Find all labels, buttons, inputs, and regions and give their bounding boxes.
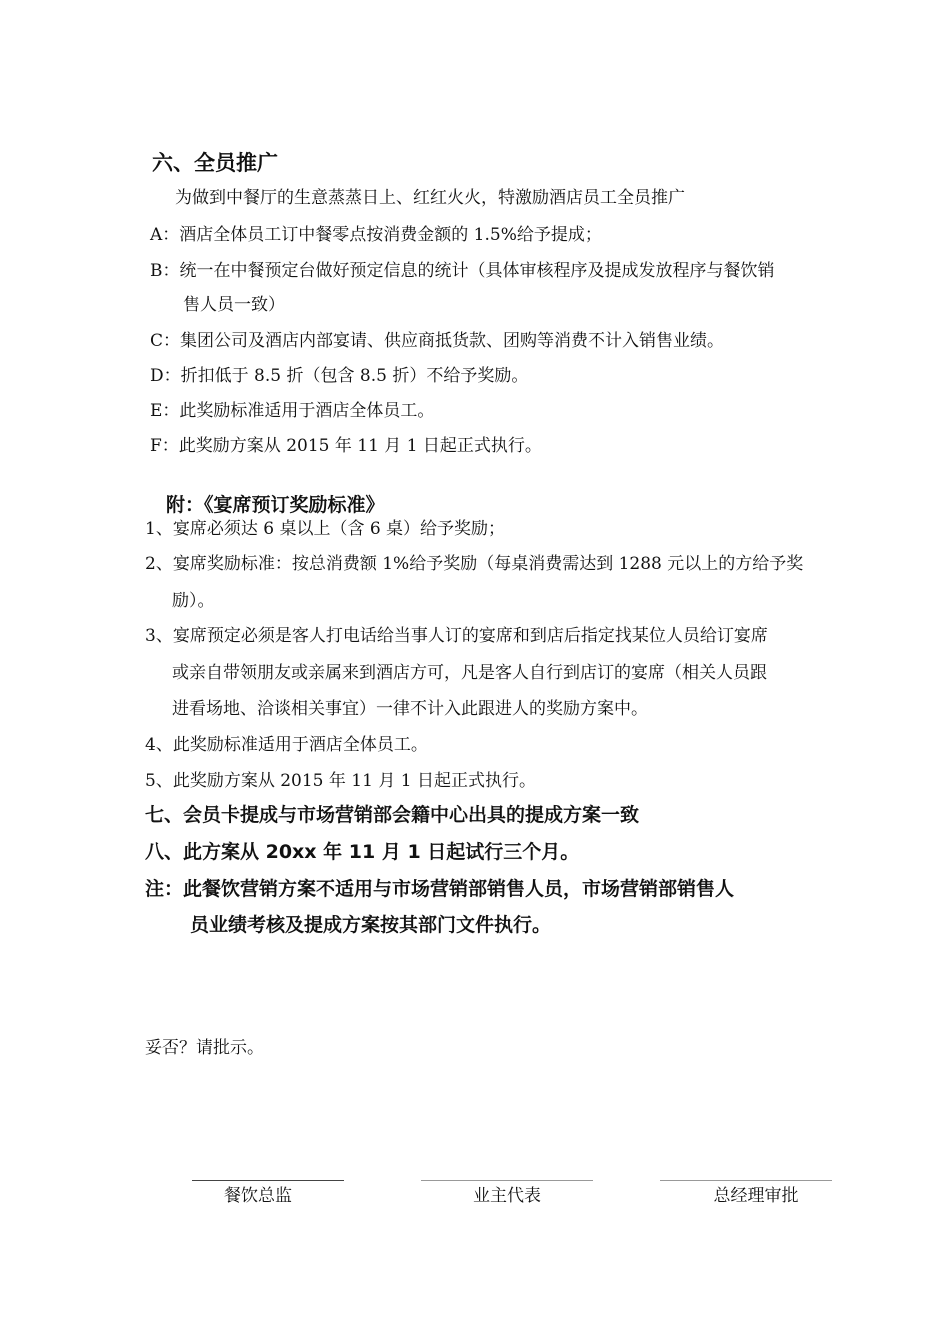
signature-label-general-manager: 总经理审批 bbox=[713, 1186, 799, 1206]
signature-label-owner-representative: 业主代表 bbox=[473, 1186, 541, 1206]
section-6-heading: 六、全员推广 bbox=[152, 151, 278, 175]
signature-label-dining-director: 餐饮总监 bbox=[224, 1186, 292, 1206]
approval-request: 妥否？请批示。 bbox=[145, 1038, 264, 1058]
note-line-1: 注：此餐饮营销方案不适用与市场营销部销售人员，市场营销部销售人 bbox=[145, 878, 735, 900]
list-item: 5、此奖励方案从 2015 年 11 月 1 日起正式执行。 bbox=[145, 771, 536, 791]
list-item: B：统一在中餐预定台做好预定信息的统计（具体审核程序及提成发放程序与餐饮销 bbox=[150, 261, 775, 281]
list-item: 1、宴席必须达 6 桌以上（含 6 桌）给予奖励； bbox=[145, 519, 506, 539]
list-item: 2、宴席奖励标准：按总消费额 1%给予奖励（每桌消费需达到 1288 元以上的方给予奖 bbox=[145, 554, 804, 574]
section-7: 七、会员卡提成与市场营销部会籍中心出具的提成方案一致 bbox=[145, 804, 640, 826]
list-item: 售人员一致） bbox=[183, 295, 285, 315]
signature-line-general-manager bbox=[660, 1180, 832, 1181]
note-line-2: 员业绩考核及提成方案按其部门文件执行。 bbox=[190, 914, 552, 936]
list-item: F：此奖励方案从 2015 年 11 月 1 日起正式执行。 bbox=[150, 436, 542, 456]
list-item: 3、宴席预定必须是客人打电话给当事人订的宴席和到店后指定找某位人员给订宴席 bbox=[145, 626, 768, 646]
list-item: C：集团公司及酒店内部宴请、供应商抵货款、团购等消费不计入销售业绩。 bbox=[150, 331, 725, 351]
list-item: D：折扣低于 8.5 折（包含 8.5 折）不给予奖励。 bbox=[150, 366, 529, 386]
section-6-intro: 为做到中餐厅的生意蒸蒸日上、红红火火，特激励酒店员工全员推广 bbox=[175, 188, 685, 208]
list-item: 励）。 bbox=[172, 591, 215, 611]
signature-line-dining-director bbox=[192, 1180, 344, 1181]
appendix-heading: 附：《宴席预订奖励标准》 bbox=[166, 494, 385, 516]
list-item: E：此奖励标准适用于酒店全体员工。 bbox=[150, 401, 435, 421]
list-item: 4、此奖励标准适用于酒店全体员工。 bbox=[145, 735, 428, 755]
list-item: 或亲自带领朋友或亲属来到酒店方可，凡是客人自行到店订的宴席（相关人员跟 bbox=[172, 663, 767, 683]
list-item: 进看场地、洽谈相关事宜）一律不计入此跟进人的奖励方案中。 bbox=[172, 699, 648, 719]
list-item: A：酒店全体员工订中餐零点按消费金额的 1.5%给予提成； bbox=[150, 225, 602, 245]
section-8: 八、此方案从 20xx 年 11 月 1 日起试行三个月。 bbox=[145, 841, 580, 863]
signature-line-owner-representative bbox=[421, 1180, 593, 1181]
